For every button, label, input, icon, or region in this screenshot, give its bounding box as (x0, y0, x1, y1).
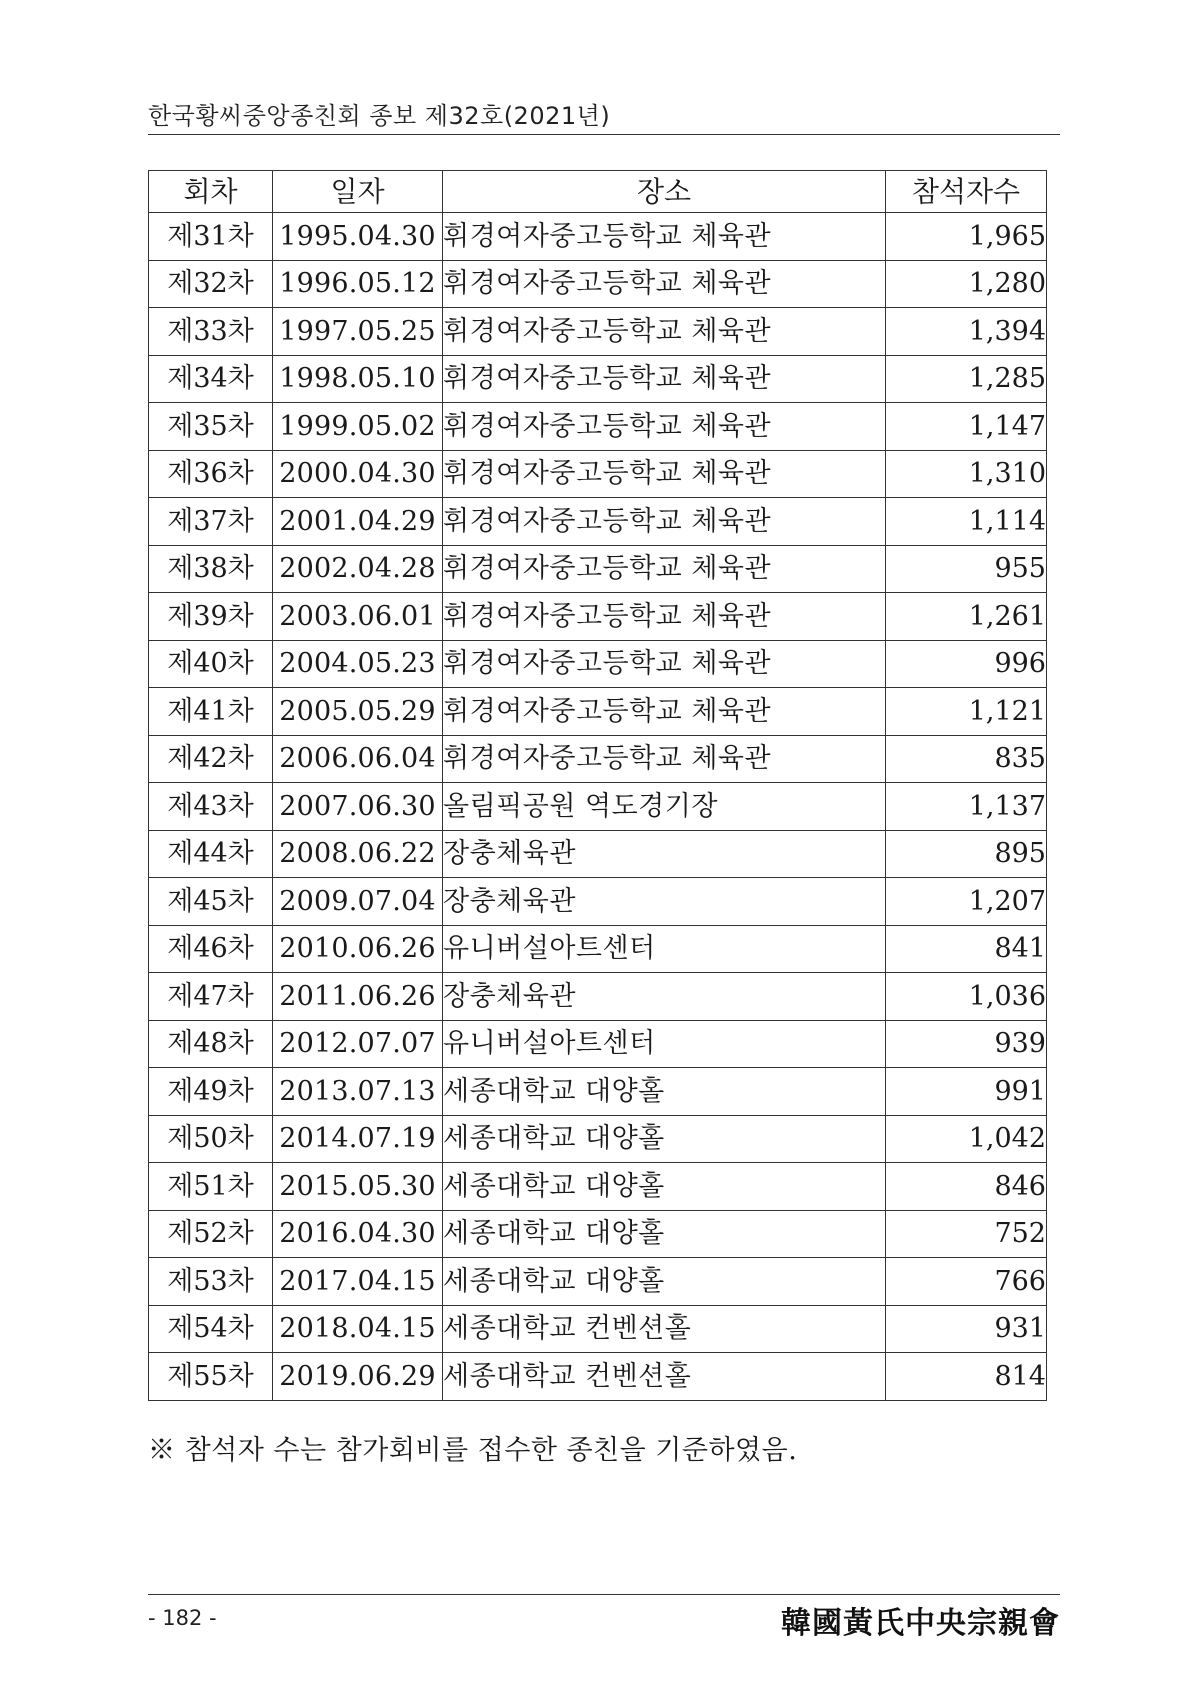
table-row (149, 498, 1047, 546)
table-row (149, 403, 1047, 451)
table-header-row (149, 171, 1047, 213)
cell-round: 제32차 (149, 260, 273, 308)
cell-round: 제52차 (149, 1210, 273, 1258)
column-header-attendance: 참석자수 (886, 171, 1047, 213)
table-row (149, 688, 1047, 736)
page-number: - 182 - (148, 1606, 217, 1630)
cell-attendance: 1,207 (886, 878, 1047, 926)
cell-place: 휘경여자중고등학교 체육관 (443, 735, 886, 783)
table-row (149, 593, 1047, 641)
table-row (149, 545, 1047, 593)
table-row (149, 973, 1047, 1021)
cell-round: 제31차 (149, 213, 273, 261)
cell-round: 제55차 (149, 1353, 273, 1401)
table-row (149, 355, 1047, 403)
cell-date: 2006.06.04 (273, 735, 443, 783)
cell-attendance: 1,310 (886, 450, 1047, 498)
table-row (149, 830, 1047, 878)
cell-place: 휘경여자중고등학교 체육관 (443, 403, 886, 451)
footnote: ※ 참석자 수는 참가회비를 접수한 종친을 기준하였음. (148, 1435, 798, 1466)
cell-date: 2000.04.30 (273, 450, 443, 498)
table-row (149, 1210, 1047, 1258)
page-header-title: 한국황씨중앙종친회 종보 제32호(2021년) (148, 102, 611, 130)
cell-round: 제41차 (149, 688, 273, 736)
table-row (149, 878, 1047, 926)
table-row (149, 640, 1047, 688)
cell-round: 제45차 (149, 878, 273, 926)
table-row (149, 1305, 1047, 1353)
cell-date: 2010.06.26 (273, 925, 443, 973)
cell-attendance: 955 (886, 545, 1047, 593)
cell-date: 2005.05.29 (273, 688, 443, 736)
cell-place: 세종대학교 대양홀 (443, 1115, 886, 1163)
cell-attendance: 939 (886, 1020, 1047, 1068)
cell-place: 휘경여자중고등학교 체육관 (443, 355, 886, 403)
cell-round: 제50차 (149, 1115, 273, 1163)
cell-round: 제53차 (149, 1258, 273, 1306)
cell-attendance: 846 (886, 1163, 1047, 1211)
cell-round: 제36차 (149, 450, 273, 498)
cell-place: 세종대학교 대양홀 (443, 1068, 886, 1116)
cell-place: 유니버설아트센터 (443, 925, 886, 973)
cell-round: 제54차 (149, 1305, 273, 1353)
cell-place: 세종대학교 컨벤션홀 (443, 1305, 886, 1353)
cell-date: 2014.07.19 (273, 1115, 443, 1163)
table-row (149, 450, 1047, 498)
cell-place: 세종대학교 대양홀 (443, 1210, 886, 1258)
cell-round: 제51차 (149, 1163, 273, 1211)
cell-place: 장충체육관 (443, 830, 886, 878)
cell-place: 올림픽공원 역도경기장 (443, 783, 886, 831)
table-row (149, 213, 1047, 261)
cell-place: 휘경여자중고등학교 체육관 (443, 688, 886, 736)
cell-date: 1995.04.30 (273, 213, 443, 261)
table-row (149, 1258, 1047, 1306)
table-row (149, 1115, 1047, 1163)
cell-round: 제44차 (149, 830, 273, 878)
cell-place: 휘경여자중고등학교 체육관 (443, 498, 886, 546)
cell-date: 2017.04.15 (273, 1258, 443, 1306)
cell-date: 1997.05.25 (273, 308, 443, 356)
cell-date: 2008.06.22 (273, 830, 443, 878)
cell-date: 1999.05.02 (273, 403, 443, 451)
table-row (149, 735, 1047, 783)
table-row (149, 1068, 1047, 1116)
cell-date: 2016.04.30 (273, 1210, 443, 1258)
cell-date: 2012.07.07 (273, 1020, 443, 1068)
cell-attendance: 1,261 (886, 593, 1047, 641)
cell-date: 2007.06.30 (273, 783, 443, 831)
cell-attendance: 996 (886, 640, 1047, 688)
cell-attendance: 814 (886, 1353, 1047, 1401)
cell-place: 휘경여자중고등학교 체육관 (443, 260, 886, 308)
cell-attendance: 895 (886, 830, 1047, 878)
cell-place: 휘경여자중고등학교 체육관 (443, 640, 886, 688)
cell-date: 1996.05.12 (273, 260, 443, 308)
cell-attendance: 1,114 (886, 498, 1047, 546)
table-row (149, 783, 1047, 831)
cell-attendance: 991 (886, 1068, 1047, 1116)
cell-date: 2011.06.26 (273, 973, 443, 1021)
cell-attendance: 766 (886, 1258, 1047, 1306)
cell-date: 1998.05.10 (273, 355, 443, 403)
cell-place: 휘경여자중고등학교 체육관 (443, 308, 886, 356)
footer-divider (148, 1594, 1060, 1595)
cell-attendance: 1,036 (886, 973, 1047, 1021)
cell-round: 제42차 (149, 735, 273, 783)
cell-attendance: 835 (886, 735, 1047, 783)
cell-attendance: 841 (886, 925, 1047, 973)
cell-date: 2004.05.23 (273, 640, 443, 688)
cell-place: 세종대학교 대양홀 (443, 1258, 886, 1306)
cell-date: 2002.04.28 (273, 545, 443, 593)
header-divider (148, 134, 1060, 135)
cell-attendance: 1,147 (886, 403, 1047, 451)
table-row (149, 925, 1047, 973)
cell-place: 장충체육관 (443, 878, 886, 926)
cell-round: 제43차 (149, 783, 273, 831)
organization-logo: 韓國黃氏中央宗親會 (781, 1606, 1060, 1641)
column-header-place: 장소 (443, 171, 886, 213)
table-row (149, 1020, 1047, 1068)
cell-date: 2003.06.01 (273, 593, 443, 641)
cell-place: 세종대학교 대양홀 (443, 1163, 886, 1211)
cell-date: 2015.05.30 (273, 1163, 443, 1211)
table-row (149, 308, 1047, 356)
cell-place: 세종대학교 컨벤션홀 (443, 1353, 886, 1401)
cell-attendance: 1,394 (886, 308, 1047, 356)
cell-place: 휘경여자중고등학교 체육관 (443, 593, 886, 641)
cell-place: 휘경여자중고등학교 체육관 (443, 213, 886, 261)
cell-round: 제49차 (149, 1068, 273, 1116)
cell-date: 2013.07.13 (273, 1068, 443, 1116)
cell-round: 제37차 (149, 498, 273, 546)
cell-place: 유니버설아트센터 (443, 1020, 886, 1068)
cell-date: 2019.06.29 (273, 1353, 443, 1401)
cell-round: 제33차 (149, 308, 273, 356)
cell-attendance: 752 (886, 1210, 1047, 1258)
cell-attendance: 1,042 (886, 1115, 1047, 1163)
cell-attendance: 1,121 (886, 688, 1047, 736)
cell-round: 제40차 (149, 640, 273, 688)
table-row (149, 1353, 1047, 1401)
cell-attendance: 1,965 (886, 213, 1047, 261)
cell-round: 제35차 (149, 403, 273, 451)
cell-place: 휘경여자중고등학교 체육관 (443, 545, 886, 593)
meeting-records-table (148, 170, 1047, 1401)
cell-round: 제34차 (149, 355, 273, 403)
cell-round: 제39차 (149, 593, 273, 641)
cell-round: 제48차 (149, 1020, 273, 1068)
table-body (149, 213, 1047, 1401)
cell-date: 2018.04.15 (273, 1305, 443, 1353)
column-header-round: 회차 (149, 171, 273, 213)
cell-attendance: 1,137 (886, 783, 1047, 831)
cell-round: 제46차 (149, 925, 273, 973)
table-row (149, 1163, 1047, 1211)
cell-place: 휘경여자중고등학교 체육관 (443, 450, 886, 498)
cell-round: 제47차 (149, 973, 273, 1021)
column-header-date: 일자 (273, 171, 443, 213)
cell-date: 2009.07.04 (273, 878, 443, 926)
cell-attendance: 1,280 (886, 260, 1047, 308)
cell-attendance: 1,285 (886, 355, 1047, 403)
cell-place: 장충체육관 (443, 973, 886, 1021)
cell-round: 제38차 (149, 545, 273, 593)
cell-attendance: 931 (886, 1305, 1047, 1353)
table-row (149, 260, 1047, 308)
cell-date: 2001.04.29 (273, 498, 443, 546)
